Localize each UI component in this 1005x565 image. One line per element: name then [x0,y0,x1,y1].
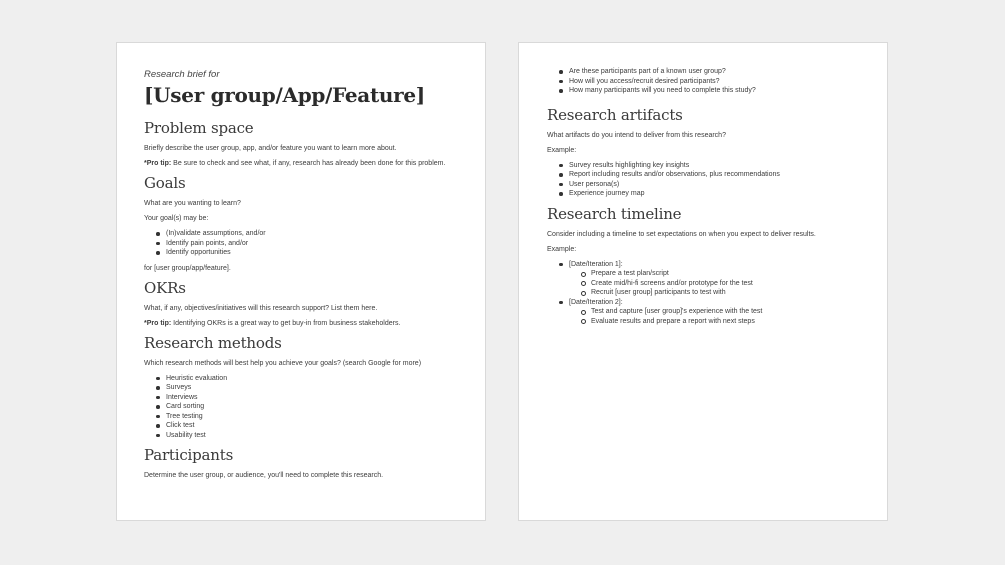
list-item: How many participants will you need to complete this study? [569,86,859,96]
goals-text-1: What are you wanting to learn? [144,200,241,207]
list-item: Report including results and/or observations, plus recommendations [569,170,859,180]
timeline-text: Consider including a timeline to set expectations on when you expect to deliver results. [547,230,816,238]
pro-tip-label: *Pro tip: [144,160,172,167]
timeline-iteration-1 [569,260,859,298]
heading-research-artifacts: Research artifacts [547,105,683,124]
list-item: Prepare a test plan/script [591,269,859,279]
list-item: Surveys [166,383,457,393]
list-item: Click test [166,421,457,431]
timeline-iteration-2 [569,298,859,327]
goals-text-3: for [user group/app/feature]. [144,264,231,272]
heading-problem-space: Problem space [144,119,254,137]
list-item: Usability test [166,431,457,441]
list-item: Identify pain points, and/or [166,239,457,249]
list-item: Recruit [user group] participants to test with [591,288,859,298]
pro-tip-text: Be sure to check and see what, if any, research has already been done for this problem. [171,160,446,167]
list-item: Create mid/hi-fi screens and/or prototype for the test [591,279,859,289]
list-item: Interviews [166,393,457,403]
heading-research-methods: Research methods [144,333,282,352]
brief-subtitle: Research brief for [144,69,220,80]
pro-tip-text: Identifying OKRs is a great way to get buy-in from business stakeholders. [171,319,401,327]
timeline-example-label: Example: [547,245,577,253]
section-participants [144,446,457,480]
goals-list [144,229,457,258]
methods-text: Which research methods will best help you achieve your goals? (search Google for more) [144,359,422,367]
iteration-2-tasks [569,307,859,326]
brief-title: [User group/App/Feature] [144,83,425,107]
goals-text-2: Your goal(s) may be: [144,215,209,222]
section-problem-space [144,119,457,168]
list-item: Identify opportunities [166,248,457,258]
list-item: Experience journey map [569,189,859,199]
list-item: How will you access/recruit desired participants? [569,77,859,87]
methods-list [144,374,457,441]
timeline-list [547,260,859,327]
section-research-methods [144,334,457,441]
artifacts-example-label: Example: [547,146,577,154]
artifacts-text: What artifacts do you intend to deliver from this research? [547,131,726,139]
list-item: Survey results highlighting key insights [569,161,859,171]
list-item: Heuristic evaluation [166,374,457,384]
section-goals [144,174,457,273]
participants-text: Determine the user group, or audience, you'll need to complete this research. [144,472,384,479]
list-item: Are these participants part of a known user group? [569,67,859,77]
list-item: Test and capture [user group]'s experience with the test [591,307,859,317]
section-research-timeline [547,205,859,327]
heading-goals: Goals [144,174,186,192]
list-item: User persona(s) [569,180,859,190]
list-item: (In)validate assumptions, and/or [166,229,457,239]
section-okrs [144,279,457,328]
heading-participants: Participants [144,446,234,464]
okrs-text: What, if any, objectives/initiatives will this research support? List them here. [144,304,378,312]
iteration-label: [Date/Iteration 1]: [569,260,623,268]
pro-tip-label: *Pro tip: [144,319,172,327]
problem-space-tip [144,159,457,168]
list-item: Card sorting [166,402,457,412]
iteration-1-tasks [569,269,859,298]
list-item: Evaluate results and prepare a report with next steps [591,317,859,327]
iteration-label: [Date/Iteration 2]: [569,298,623,306]
participant-questions-list [547,67,859,96]
heading-research-timeline: Research timeline [547,204,682,223]
list-item: Tree testing [166,412,457,422]
okrs-tip [144,319,457,328]
heading-okrs: OKRs [144,278,186,297]
artifacts-list [547,161,859,199]
document-page-2 [518,42,888,521]
document-page-1 [116,42,486,521]
section-research-artifacts [547,106,859,199]
problem-space-text: Briefly describe the user group, app, and/or feature you want to learn more about. [144,145,397,152]
